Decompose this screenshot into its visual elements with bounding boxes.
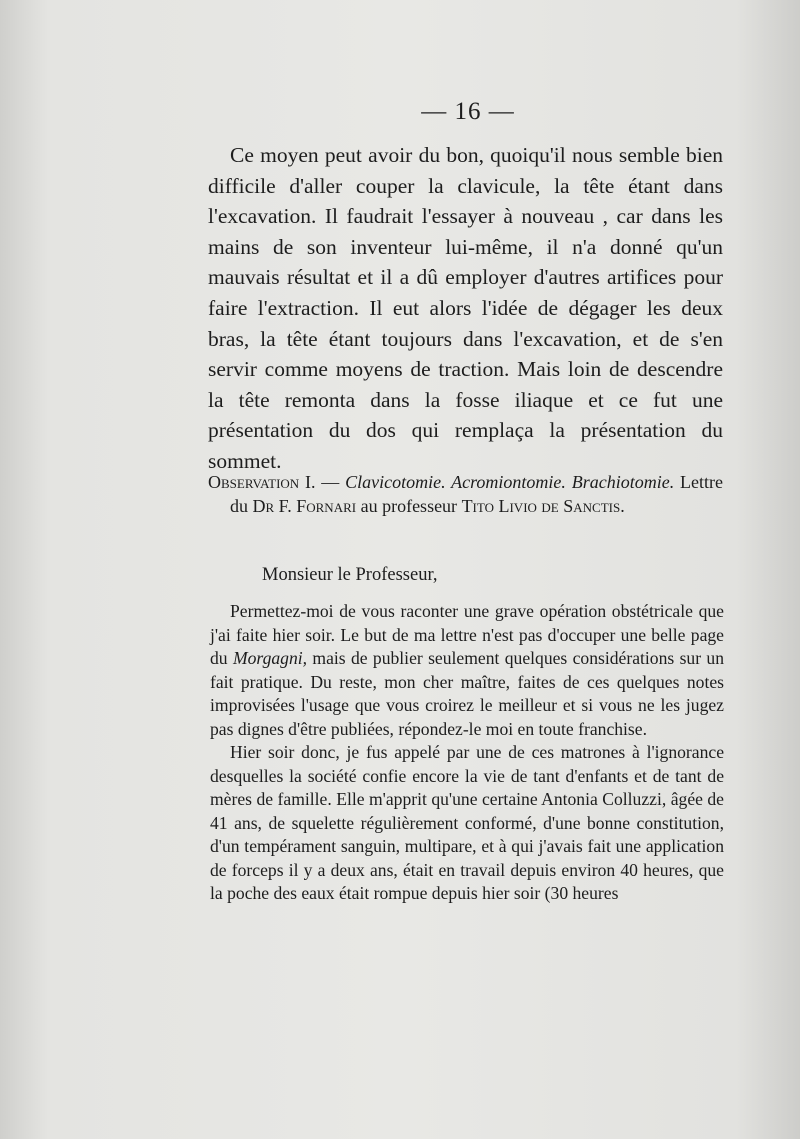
- letter-paragraph: Hier soir donc, je fus appelé par une de ces matrones à l'ignorance desquelles la société confie encore la vie de tant d'enfants et de tant de mères de famille. Elle m'apprit qu'une certaine Antonia Colluzzi, âgée de 41 ans, de squelette régulièrement conformé, d'une bonne constitution, d'un tempérament sanguin, multipare, et à qui j'avais fait une application de forceps il y a deux ans, était en travail depuis environ 40 heures, que la poche des eaux était rompue depuis hier soir (30 heures: [210, 742, 724, 903]
- page-number: — 16 —: [421, 98, 515, 125]
- observation-heading: [208, 470, 723, 518]
- letter-text: mais de publier seulement quelques considérations sur un fait pratique. Du reste, mon cher maître, faites de ces quelques notes improvisées l'usage que vous croirez le meilleur et si vous ne les jugez pas dignes d'être publiées, répondez-le moi en toute franchise.: [210, 648, 724, 739]
- observation-text: au professeur: [360, 496, 458, 516]
- letter-body: [210, 600, 724, 906]
- journal-name: Morgagni,: [232, 648, 308, 668]
- observation-title: Clavicotomie. Acromiontomie. Brachiotomie.: [345, 472, 675, 492]
- body-text-block: [208, 140, 723, 477]
- paragraph: Ce moyen peut avoir du bon, quoiqu'il nous semble bien difficile d'aller couper la clavicule, la tête étant dans l'excavation. Il faudrait l'essayer à nouveau , car dans les mains de son inventeur lui-même, il n'a donné qu'un mauvais résultat et il a dû employer d'autres artifices pour faire l'extraction. Il eut alors l'idée de dégager les deux bras, la tête étant toujours dans l'excavation, et de s'en servir comme moyens de traction. Mais loin de descendre la tête remonta dans la fosse iliaque et ce fut une présentation du dos qui remplaça la présentation du sommet.: [208, 143, 723, 473]
- observation-label: Observation I. —: [208, 472, 340, 492]
- observation-text: Lettre du: [230, 472, 724, 516]
- observation-author: Dr F. Fornari: [252, 496, 357, 516]
- observation-recipient: Tito Livio de Sanctis.: [461, 496, 625, 516]
- letter-text: Permettez-moi de vous raconter une grave opération obstétricale que j'ai faite hier soir. Le but de ma lettre n'est pas d'occuper une belle page du: [210, 601, 724, 668]
- letter-salutation: Monsieur le Professeur,: [262, 565, 438, 585]
- letter-paragraph: [210, 600, 724, 741]
